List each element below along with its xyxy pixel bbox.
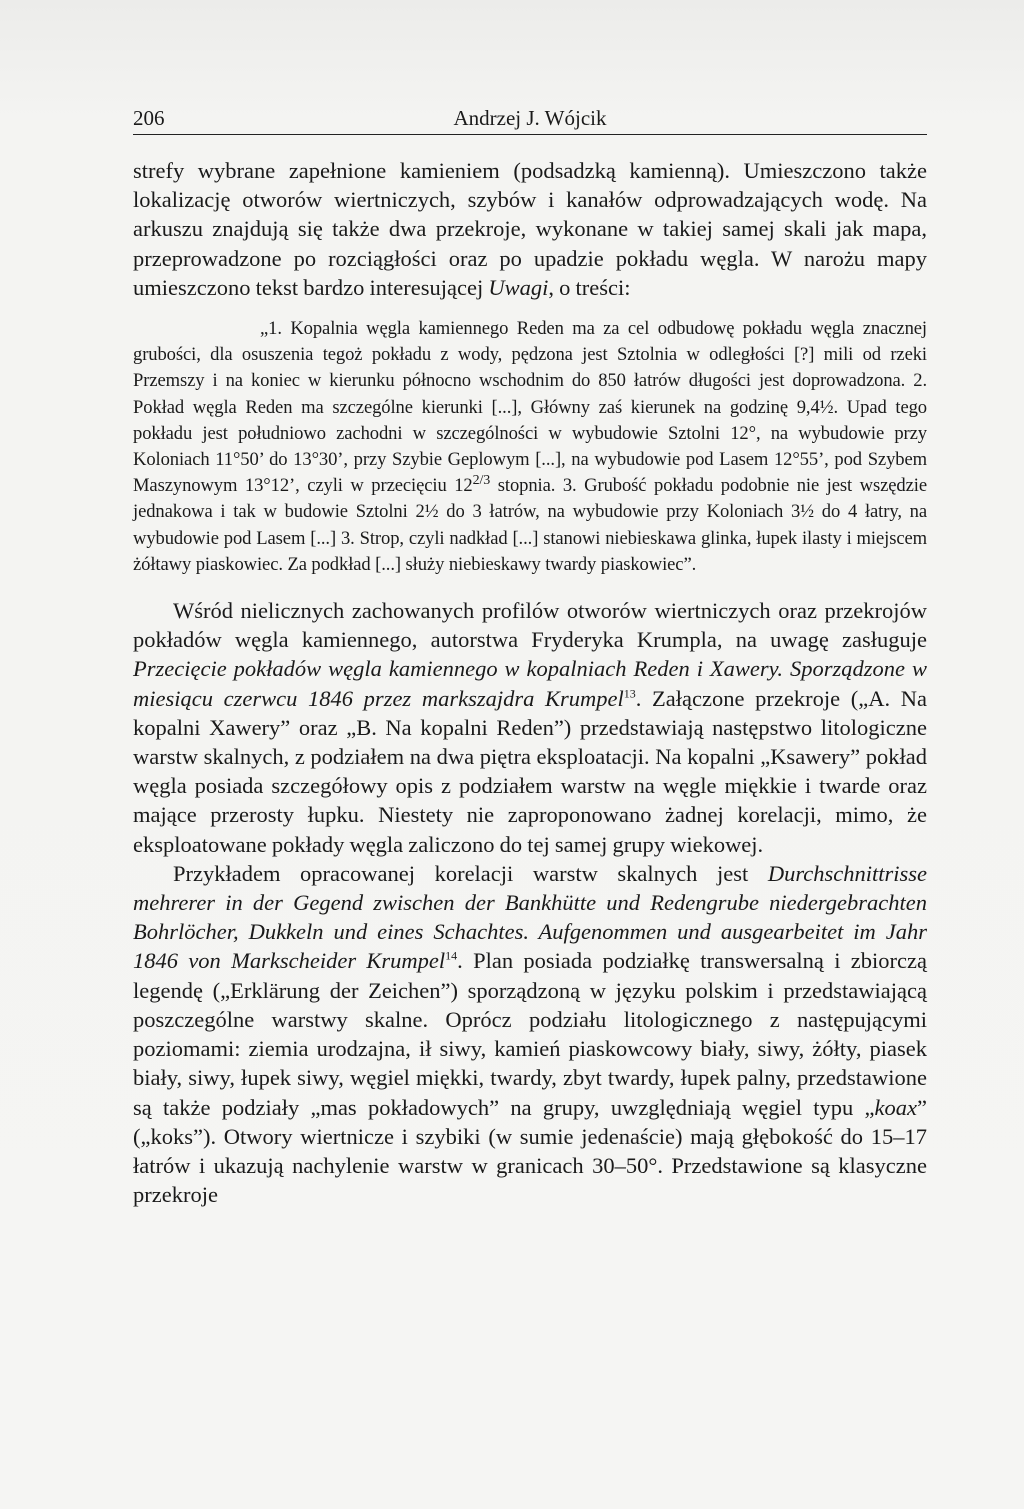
quote-text-a: „1. Kopalnia węgla kamiennego Reden ma za cel odbudowę pokładu węgla znacznej grubości, dla osuszenia tegoż pokładu z wody, pędzona jest Sztolnia w odległości [?] mili od rzeki Przemszy i na koniec w kierunku północno wschodnim do 850 łatrów długości jest doprowadzona. 2. Pokład węgla Reden ma szczególne kierunki [...], Główny zaś kierunek na godzinę 9,4½. Upad tego pokładu jest południowo zachodni w szczególności w wybudowie Sztolni 12°, na wybudowie przy Koloniach 11°50’ do 13°30’, przy Szybie Geplowym [...], na wybudowie pod Lasem 12°55’, pod Szybem Maszynowym 13°12’, czyli w przecięciu 12 bbox=[133, 318, 927, 497]
footnote-ref-13: 13 bbox=[623, 686, 636, 701]
paragraph-3-italic-title: Durchschnittrisse mehrerer in der Gegend zwischen der Bankhütte und Redengrube niedergebrachten Bohrlöcher, Dukkeln und eines Schachtes. Aufgenommen und ausgearbeitet im Jahr 1846 von Markscheider Krumpel bbox=[133, 860, 927, 974]
paragraph-2 bbox=[133, 596, 927, 859]
paragraph-3-text-c: ” („koks”). Otwory wiertnicze i szybiki (w sumie jedenaście) mają głębokość do 15–17 łatrów i ukazują nachylenie warstw w granicach 30–50°. Przedstawione są klasyczne przekroje bbox=[133, 1094, 927, 1208]
paragraph-3-italic-koax: koax bbox=[874, 1094, 917, 1120]
paragraph-3-text-a: Przykładem opracowanej korelacji warstw skalnych jest bbox=[173, 860, 768, 886]
paragraph-1-italic: Uwagi bbox=[488, 274, 549, 300]
page-number: 206 bbox=[133, 106, 165, 130]
paragraph-1-end: , o treści: bbox=[548, 274, 631, 300]
paragraph-2-italic-title: Przecięcie pokładów węgla kamiennego w kopalniach Reden i Xawery. Sporządzone w miesiącu czerwcu 1846 przez markszajdra Krumpel bbox=[133, 656, 927, 711]
page-header bbox=[133, 102, 927, 135]
block-quote bbox=[133, 316, 927, 578]
paragraph-1 bbox=[133, 156, 927, 302]
footnote-ref-14: 14 bbox=[445, 948, 458, 963]
paragraph-2-text-a: Wśród nielicznych zachowanych profilów otworów wiertniczych oraz przekrojów pokładów węgla kamiennego, autorstwa Fryderyka Krumpla, na uwagę zasługuje bbox=[133, 598, 927, 653]
paragraph-1-text: strefy wybrane zapełnione kamieniem (podsadzką kamienną). Umieszczono także lokalizację otworów wiertniczych, szybów i kanałów odprowadzających wodę. Na arkuszu znajdują się także dwa przekroje, wykonane w takiej samej skali jak mapa, przeprowadzone po rozciągłości oraz po upadzie pokładu węgla. W narożu mapy umieszczono tekst bardzo interesującej bbox=[133, 158, 927, 300]
paragraph-3-text-b: . Plan posiada podziałkę transwersalną i zbiorczą legendę („Erklärung der Zeichen”) sporządzoną w języku polskim i przedstawiającą poszczególne warstwy skalne. Oprócz podziału litologicznego z następującymi poziomami: ziemia urodzajna, ił siwy, kamień piaskowcowy biały, siwy, żółty, piasek biały, siwy, łupek siwy, węgiel miękki, twardy, zbyt twardy, łupek palny, przedstawione są także podziały „mas pokładowych” na grupy, uwzględniają węgiel typu „ bbox=[133, 948, 927, 1120]
running-head-author: Andrzej J. Wójcik bbox=[453, 106, 607, 130]
paragraph-3 bbox=[133, 859, 927, 1209]
body-text bbox=[133, 156, 927, 1209]
quote-text-b: stopnia. 3. Grubość pokładu podobnie nie jest wszędzie jednakowa i tak w budowie Sztolni 2½ do 3 łatrów, na wybudowie przy Koloniach 3½ do 4 łatry, na wybudowie pod Lasem [...] 3. Strop, czyli nadkład [...] stanowi niebieskawa glinka, łupek ilasty i miejscem żółtawy piaskowiec. Za podkład [...] służy niebieskawy twardy piaskowiec”. bbox=[133, 475, 927, 575]
paragraph-2-text-b: . Załączone przekroje („A. Na kopalni Xawery” oraz „B. Na kopalni Reden”) przedstawiają następstwo litologiczne warstw skalnych, z podziałem na dwa piętra eksploatacji. Na kopalni „Ksawery” pokład węgla posiada szczegółowy opis z podziałem warstw na węgle miękkie i twarde oraz mające przerosty łupku. Niestety nie zaproponowano żadnej korelacji, mimo, że eksploatowane pokłady węgla zaliczono do tej samej grupy wiekowej. bbox=[133, 685, 927, 857]
quote-fraction: 2/3 bbox=[472, 473, 491, 489]
